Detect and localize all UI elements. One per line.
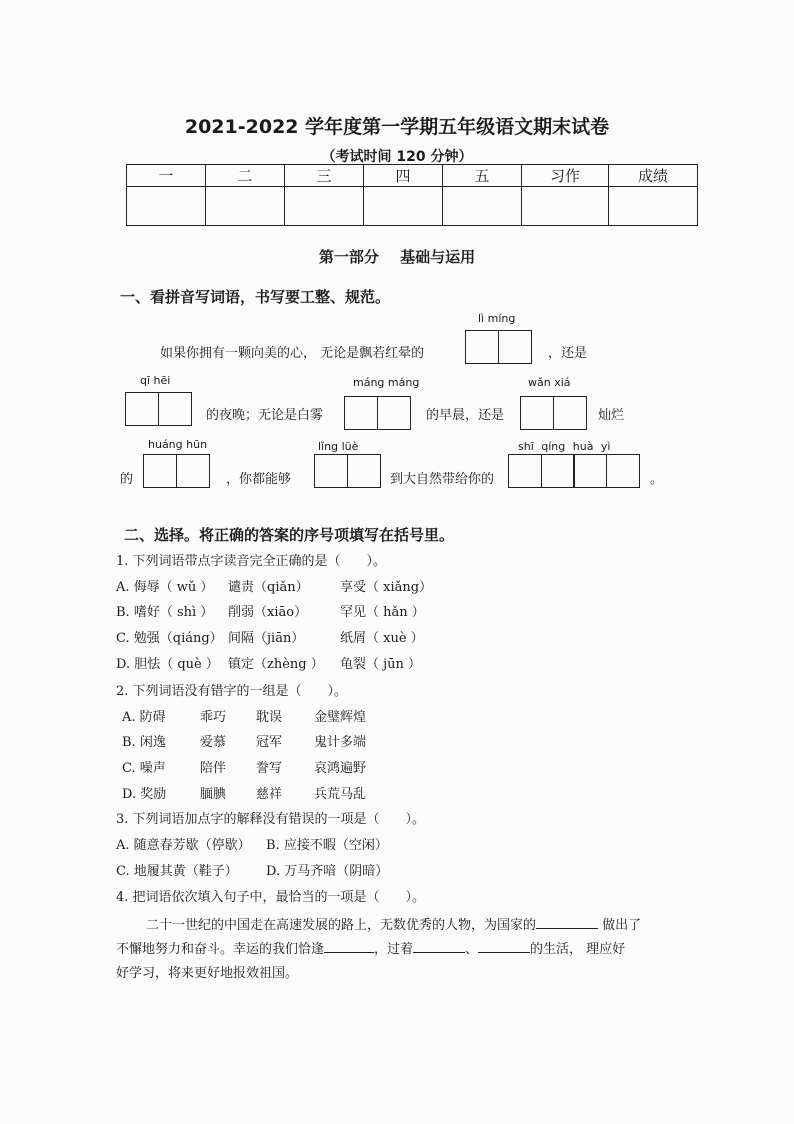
answer-boxes-1 <box>465 330 530 364</box>
answer-box[interactable] <box>541 454 575 488</box>
pinyin-mang-mang: máng máng <box>353 376 420 389</box>
q2-option-d-2: 腼腆 <box>200 787 227 802</box>
part-one-heading: 第一部分 基础与运用 <box>318 248 476 266</box>
score-header-3: 三 <box>285 165 364 187</box>
q3-option-b: B. 应接不暇（空闲） <box>266 838 388 853</box>
q2-option-d-1: D. 奖励 <box>122 787 167 802</box>
passage-text-e: 灿烂 <box>598 408 625 423</box>
pinyin-ling-lue: lǐng lüè <box>318 440 359 453</box>
exam-subtitle: （考试时间 120 分钟） <box>321 149 473 165</box>
answer-boxes-3 <box>344 396 409 430</box>
answer-box[interactable] <box>347 454 381 488</box>
q1-option-a-2: 谴责（qiǎn） <box>228 580 309 595</box>
q2-option-c-4: 哀鸿遍野 <box>314 761 367 776</box>
score-cell[interactable] <box>206 187 285 226</box>
q1-option-a-3: 享受（ xiǎng） <box>340 580 433 595</box>
q4-text: 、 <box>465 942 479 957</box>
q2-option-a-1: A. 防碍 <box>122 710 166 725</box>
q3-option-d: D. 万马齐喑（阴暗） <box>266 864 389 879</box>
answer-boxes-2 <box>125 392 190 426</box>
q1-option-c-1: C. 勉强（qiáng） <box>116 631 223 646</box>
q4-text: 不懈地努力和奋斗。幸运的我们恰逢 <box>116 942 325 957</box>
answer-boxes-7 <box>508 454 638 488</box>
q1-option-c-3: 纸屑（ xuè ） <box>340 631 424 646</box>
score-cell[interactable] <box>127 187 206 226</box>
score-table-entry-row <box>127 187 698 226</box>
answer-box[interactable] <box>508 454 542 488</box>
fill-blank[interactable] <box>324 940 374 953</box>
answer-boxes-5 <box>143 454 208 488</box>
q4-passage-line-1 <box>146 914 641 933</box>
score-header-2: 二 <box>206 165 285 187</box>
answer-box[interactable] <box>176 454 210 488</box>
q2-option-a-2: 乖巧 <box>200 710 227 725</box>
answer-box[interactable] <box>314 454 348 488</box>
q4-text: ，过着 <box>374 942 414 957</box>
fill-blank[interactable] <box>413 940 465 953</box>
q2-option-d-4: 兵荒马乱 <box>314 787 367 802</box>
section-one-heading: 一、看拼音写词语，书写要工整、规范。 <box>120 288 391 306</box>
question-1: 1. 下列词语带点字读音完全正确的是（ ）。 <box>116 554 387 569</box>
score-header-4: 四 <box>364 165 443 187</box>
q2-option-c-2: 陪伴 <box>200 761 227 776</box>
q2-option-a-4: 金璧辉煌 <box>314 710 367 725</box>
passage-text-d: 的早晨，还是 <box>426 408 505 423</box>
fill-blank[interactable] <box>536 916 598 929</box>
section-two-heading: 二、选择。将正确的答案的序号项填写在括号里。 <box>124 526 455 544</box>
answer-box[interactable] <box>553 396 587 430</box>
q4-passage-line-2 <box>116 938 625 957</box>
q2-option-b-2: 爱慕 <box>200 735 227 750</box>
q4-text: 做出了 <box>602 918 642 933</box>
answer-boxes-4 <box>520 396 585 430</box>
question-2: 2. 下列词语没有错字的一组是（ ）。 <box>116 684 348 699</box>
q2-option-c-3: 誊写 <box>256 761 283 776</box>
answer-box[interactable] <box>143 454 177 488</box>
answer-box[interactable] <box>377 396 411 430</box>
q1-option-a-1: A. 侮辱（ wǔ ） <box>116 580 214 595</box>
q3-option-c: C. 地履其黄（鞋子） <box>116 864 238 879</box>
answer-boxes-6 <box>314 454 379 488</box>
q1-option-d-2: 镇定（zhèng ） <box>228 657 324 672</box>
q2-option-b-4: 鬼计多端 <box>314 735 367 750</box>
q4-text: 的生活， 理应好 <box>530 942 626 957</box>
q4-text: 二十一世纪的中国走在高速发展的路上，无数优秀的人物，为国家的 <box>146 918 537 933</box>
passage-text-i: 。 <box>650 472 664 487</box>
q2-option-b-1: B. 闲逸 <box>122 735 166 750</box>
score-header-5: 五 <box>443 165 522 187</box>
q1-option-b-3: 罕见（ hǎn ） <box>340 605 425 620</box>
score-cell[interactable] <box>364 187 443 226</box>
pinyin-huang-hun: huáng hūn <box>148 438 208 451</box>
q1-option-b-2: 削弱（xiāo） <box>228 605 308 620</box>
score-cell[interactable] <box>443 187 522 226</box>
q1-option-b-1: B. 嗜好（ shì ） <box>116 605 214 620</box>
answer-box[interactable] <box>125 392 159 426</box>
q2-option-d-3: 慈祥 <box>256 787 283 802</box>
q2-option-c-1: C. 噪声 <box>122 761 166 776</box>
pinyin-li-ming: lì míng <box>478 312 516 325</box>
passage-text-c: 的夜晚；无论是白雾 <box>206 408 324 423</box>
answer-box[interactable] <box>465 330 499 364</box>
q4-passage-line-3: 好学习，将来更好地报效祖国。 <box>116 966 299 981</box>
pinyin-wan-xia: wǎn xiá <box>528 376 571 389</box>
pinyin-qi-hei: qī hēi <box>140 374 171 387</box>
q1-option-d-1: D. 胆怯（ què ） <box>116 657 219 672</box>
score-cell[interactable] <box>522 187 609 226</box>
passage-text-h: 到大自然带给你的 <box>390 472 495 487</box>
q3-option-a: A. 随意春芳歇（停歇） <box>116 838 251 853</box>
answer-box[interactable] <box>158 392 192 426</box>
q2-option-b-3: 冠军 <box>256 735 283 750</box>
passage-text-f: 的 <box>120 472 134 487</box>
q2-option-a-3: 耽误 <box>256 710 283 725</box>
score-table <box>126 164 698 226</box>
question-3: 3. 下列词语加点字的解释没有错误的一项是（ ）。 <box>116 812 426 827</box>
score-cell[interactable] <box>609 187 698 226</box>
score-header-essay: 习作 <box>522 165 609 187</box>
answer-box[interactable] <box>344 396 378 430</box>
score-header-total: 成绩 <box>609 165 698 187</box>
passage-text-b: ，还是 <box>548 346 588 361</box>
answer-box[interactable] <box>498 330 532 364</box>
answer-box[interactable] <box>606 454 640 488</box>
question-4: 4. 把词语依次填入句子中，最恰当的一项是（ ）。 <box>116 890 426 905</box>
exam-title: 2021-2022 学年度第一学期五年级语文期末试卷 <box>184 116 610 138</box>
fill-blank[interactable] <box>478 940 530 953</box>
answer-box[interactable] <box>520 396 554 430</box>
q1-option-d-3: 龟裂（ jūn ） <box>340 657 422 672</box>
score-header-1: 一 <box>127 165 206 187</box>
passage-text-g: ，你都能够 <box>226 472 292 487</box>
q1-option-c-2: 间隔（jiān） <box>228 631 305 646</box>
score-cell[interactable] <box>285 187 364 226</box>
passage-text-a: 如果你拥有一颗向美的心， 无论是飘若红晕的 <box>160 346 425 361</box>
pinyin-shi-qing-hua-yi: shī qíng huà yì <box>518 440 611 453</box>
answer-box[interactable] <box>573 454 607 488</box>
score-table-header-row <box>127 165 698 187</box>
